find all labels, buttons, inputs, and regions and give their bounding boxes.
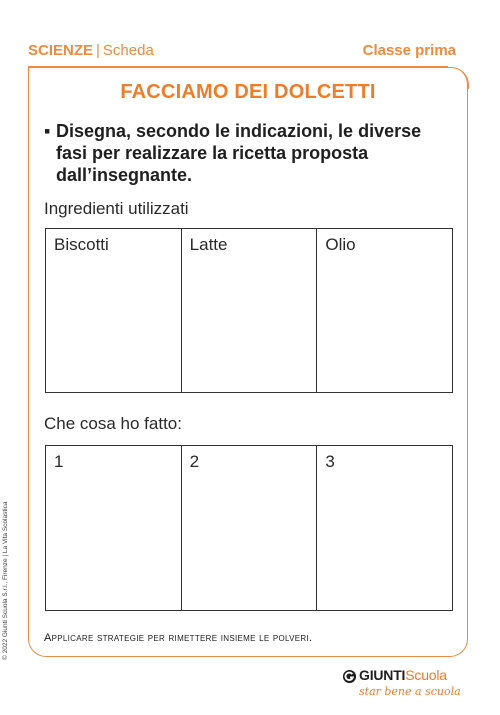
ingredient-name: Olio: [325, 235, 356, 254]
logo-brand-accent: Scuola: [405, 667, 447, 683]
header-left: [28, 42, 154, 59]
ingredient-cell[interactable]: [182, 229, 318, 392]
ingredient-name: Latte: [189, 235, 228, 254]
steps-grid: [45, 445, 453, 611]
step-number: 3: [325, 452, 335, 471]
page-title: FACCIAMO DEI DOLCETTI: [120, 81, 376, 103]
logo-tagline: star bene a scuola: [359, 685, 461, 698]
logo-brand-main: GIUNTI: [359, 667, 406, 683]
ingredients-label: Ingredienti utilizzati: [44, 199, 189, 218]
step-cell[interactable]: [317, 446, 452, 610]
instruction: [44, 120, 424, 186]
subject-label: SCIENZE: [28, 42, 94, 59]
step-cell[interactable]: [182, 446, 318, 610]
step-cell[interactable]: [46, 446, 182, 610]
step-number: 2: [189, 452, 200, 471]
publisher-logo: [342, 667, 462, 703]
footer-note: Applicare strategie per rimettere insieme le polveri.: [44, 632, 313, 644]
ingredient-cell[interactable]: [317, 229, 452, 392]
header-separator: |: [96, 42, 100, 59]
step-number: 1: [54, 452, 64, 471]
ingredients-grid: [45, 228, 453, 393]
sheet-label: Scheda: [102, 42, 154, 59]
ingredient-cell[interactable]: [46, 229, 182, 392]
logo-brand: [359, 667, 447, 683]
ingredient-name: Biscotti: [54, 235, 109, 254]
giunti-g-icon: [342, 669, 357, 684]
grade-label: Classe prima: [362, 42, 456, 59]
instruction-text: Disegna, secondo le indicazioni, le diverse fasi per realizzare la ricetta proposta dall’insegnante.: [56, 121, 422, 185]
steps-label: Che cosa ho fatto:: [44, 414, 182, 433]
bullet-icon: ▪: [44, 121, 51, 141]
side-copyright: © 2022 Giunti Scuola S.r.l., Firenze | La Vita Scolastica: [2, 501, 9, 660]
